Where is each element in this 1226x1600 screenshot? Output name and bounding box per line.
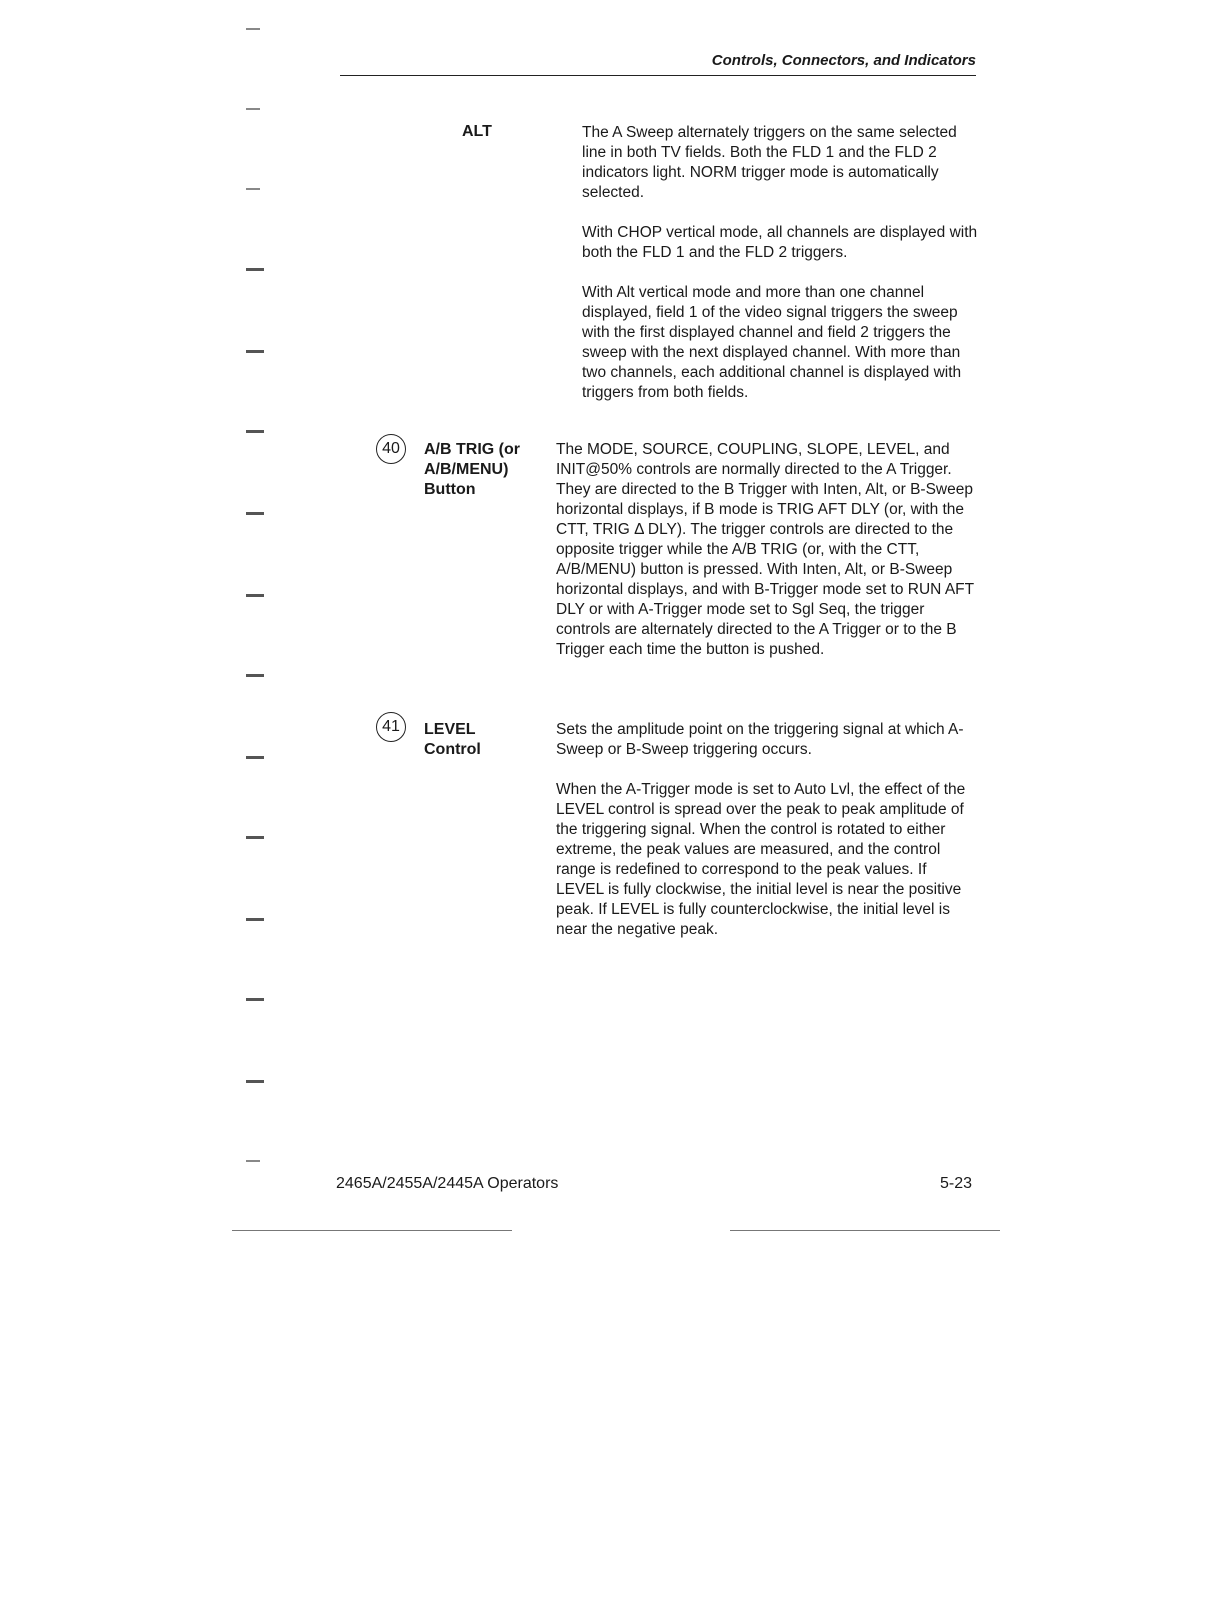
paragraph: When the A-Trigger mode is set to Auto Lvl, the effect of the LEVEL control is spread over the peak to peak amplitude of the triggering signal. When the control is rotated to either extreme, the peak values are measured, and the control range is redefined to correspond to the peak values. If LEVEL is fully clockwise, the initial level is near the positive peak. If LEVEL is fully counterclockwise, the initial level is near the negative peak. bbox=[556, 781, 966, 938]
margin-mark bbox=[246, 188, 260, 190]
margin-mark bbox=[246, 108, 260, 110]
callout-number: 41 bbox=[376, 712, 406, 742]
margin-mark bbox=[246, 350, 264, 353]
margin-mark bbox=[246, 594, 264, 597]
margin-mark bbox=[246, 512, 264, 515]
margin-mark bbox=[246, 268, 264, 271]
paragraph: The MODE, SOURCE, COUPLING, SLOPE, LEVEL, and INIT@50% controls are normally directed to the A Trigger. They are directed to the B Trigger with Inten, Alt, or B-Sweep horizontal displays, if B mode is TRIG AFT DLY (or, with the CTT, TRIG Δ DLY). The trigger controls are directed to the opposite trigger while the A/B TRIG (or, with the CTT, A/B/MENU) button is pressed. With Inten, Alt, or B-Sweep horizontal displays, and with B-Trigger mode set to RUN AFT DLY or with A-Trigger mode set to Sgl Seq, the trigger controls are alternately directed to the A Trigger or to the B Trigger each time the button is pushed. bbox=[556, 441, 974, 658]
paragraph: Sets the amplitude point on the triggering signal at which A-Sweep or B-Sweep triggering occurs. bbox=[556, 721, 964, 758]
paragraph: With CHOP vertical mode, all channels are displayed with both the FLD 1 and the FLD 2 triggers. bbox=[582, 224, 978, 261]
alt-term: ALT bbox=[462, 123, 492, 140]
ab-trig-term: A/B TRIG (or A/B/MENU) Button bbox=[424, 441, 520, 498]
margin-mark bbox=[246, 918, 264, 921]
margin-mark bbox=[246, 28, 260, 30]
paragraph: The A Sweep alternately triggers on the same selected line in both TV fields. Both the FLD 1 and the FLD 2 indicators light. NORM trigger mode is automatically selected. bbox=[582, 124, 957, 201]
margin-mark bbox=[246, 1160, 260, 1162]
margin-mark bbox=[246, 674, 264, 677]
page-number: 5-23 bbox=[939, 1175, 972, 1192]
margin-mark bbox=[246, 836, 264, 839]
alt-description bbox=[582, 123, 982, 423]
footer-rule bbox=[232, 1230, 512, 1231]
footer-rule bbox=[730, 1230, 1000, 1231]
margin-mark bbox=[246, 998, 264, 1001]
margin-mark bbox=[246, 756, 264, 759]
level-term: LEVEL Control bbox=[424, 721, 481, 758]
running-head: Controls, Connectors, and Indicators bbox=[340, 52, 976, 76]
manual-title: 2465A/2455A/2445A Operators bbox=[336, 1175, 559, 1192]
margin-mark bbox=[246, 430, 264, 433]
paragraph: With Alt vertical mode and more than one channel displayed, field 1 of the video signal triggers the sweep with the first displayed channel and field 2 triggers the sweep with the next displayed channel. With more than two channels, each additional channel is displayed with triggers from both fields. bbox=[582, 284, 962, 401]
ab-trig-description bbox=[556, 440, 976, 680]
level-description bbox=[556, 720, 966, 960]
margin-mark bbox=[246, 1080, 264, 1083]
callout-number: 40 bbox=[376, 434, 406, 464]
